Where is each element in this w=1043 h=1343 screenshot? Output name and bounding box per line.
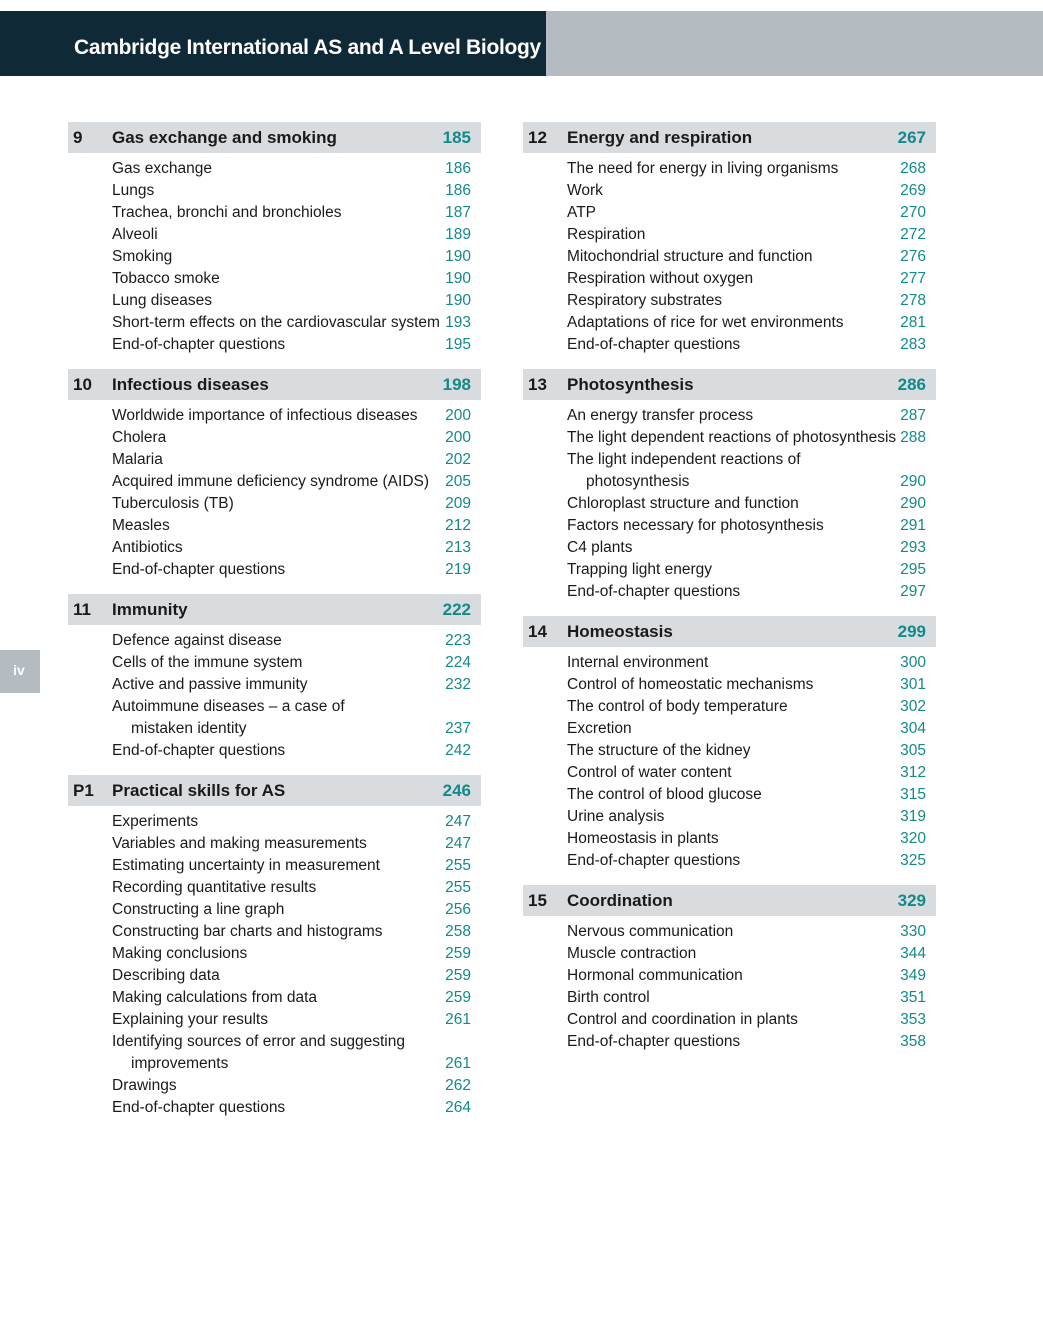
entry-title: Lungs — [112, 182, 155, 199]
toc-entry[interactable] — [523, 268, 936, 290]
toc-entry[interactable] — [523, 581, 936, 603]
chapter-number: 15 — [528, 891, 547, 910]
entry-page: 187 — [445, 204, 471, 221]
entry-title: Malaria — [112, 451, 163, 468]
toc-entry[interactable] — [523, 828, 936, 850]
entry-title: Hormonal communication — [567, 967, 743, 984]
entry-title: The control of body temperature — [567, 698, 788, 715]
entry-page: 305 — [900, 742, 926, 759]
toc-entry[interactable] — [68, 652, 481, 674]
entry-title: Drawings — [112, 1077, 177, 1094]
entry-page: 186 — [445, 182, 471, 199]
entry-title: End-of-chapter questions — [112, 561, 286, 578]
toc-entry[interactable] — [523, 537, 936, 559]
toc-entry[interactable] — [68, 268, 481, 290]
toc-entry[interactable] — [68, 630, 481, 652]
entry-title: Autoimmune diseases – a case of — [112, 698, 345, 715]
entry-title: Making conclusions — [112, 945, 248, 962]
chapter-page: 185 — [442, 128, 471, 147]
entry-page: 272 — [900, 226, 926, 243]
chapter-section — [68, 775, 481, 1119]
toc-entry[interactable] — [523, 559, 936, 581]
entry-title: Cells of the immune system — [112, 654, 303, 671]
toc-entry[interactable] — [68, 674, 481, 696]
toc-entry[interactable] — [68, 943, 481, 965]
entry-page: 212 — [445, 517, 471, 534]
toc-entry[interactable] — [68, 921, 481, 943]
entry-title: Control and coordination in plants — [567, 1011, 798, 1028]
entry-title: Homeostasis in plants — [567, 830, 719, 847]
toc-entry[interactable] — [523, 1031, 936, 1053]
entry-title: Making calculations from data — [112, 989, 318, 1006]
chapter-heading[interactable] — [523, 885, 936, 916]
entry-page: 190 — [445, 270, 471, 287]
book-title: Cambridge International AS and A Level Biology — [74, 36, 541, 59]
toc-entry[interactable] — [68, 493, 481, 515]
entry-title: ATP — [567, 204, 596, 221]
entry-page: 300 — [900, 654, 926, 671]
entry-title: Experiments — [112, 813, 199, 830]
entry-title: photosynthesis — [586, 473, 690, 490]
entry-page: 237 — [445, 720, 471, 737]
entry-title: Active and passive immunity — [112, 676, 308, 693]
entry-page: 264 — [445, 1099, 471, 1116]
chapter-number: 13 — [528, 375, 547, 394]
entry-page: 209 — [445, 495, 471, 512]
toc-entry[interactable] — [68, 405, 481, 427]
entry-page: 288 — [900, 429, 926, 446]
toc-entry[interactable] — [68, 1009, 481, 1031]
chapter-title: Homeostasis — [567, 622, 673, 641]
chapter-title: Coordination — [567, 891, 673, 910]
chapter-section — [68, 594, 481, 762]
toc-entry[interactable] — [68, 1053, 481, 1075]
toc-entry[interactable] — [68, 471, 481, 493]
entry-page: 270 — [900, 204, 926, 221]
entry-page: 295 — [900, 561, 926, 578]
chapter-page: 222 — [442, 600, 471, 619]
entry-title: Lung diseases — [112, 292, 212, 309]
chapter-title: Infectious diseases — [112, 375, 269, 394]
toc-entry[interactable] — [68, 515, 481, 537]
entry-title: Estimating uncertainty in measurement — [112, 857, 380, 874]
chapter-heading[interactable] — [523, 122, 936, 153]
entry-page: 344 — [900, 945, 926, 962]
page-number: iv — [13, 662, 25, 678]
toc-entry[interactable] — [523, 696, 936, 718]
chapter-heading[interactable] — [68, 122, 481, 153]
entry-page: 195 — [445, 336, 471, 353]
toc-entry[interactable] — [523, 806, 936, 828]
chapter-heading[interactable] — [68, 594, 481, 625]
entry-title: Factors necessary for photosynthesis — [567, 517, 824, 534]
entry-page: 330 — [900, 923, 926, 940]
toc-entry[interactable] — [68, 740, 481, 762]
chapter-title: Gas exchange and smoking — [112, 128, 337, 147]
entry-page: 189 — [445, 226, 471, 243]
entry-title: Constructing a line graph — [112, 901, 285, 918]
entry-title: The light dependent reactions of photosynthesis — [567, 429, 897, 446]
chapter-page: 246 — [442, 781, 471, 800]
entry-title: improvements — [131, 1055, 229, 1072]
chapter-section — [523, 616, 936, 872]
entry-title: Constructing bar charts and histograms — [112, 923, 383, 940]
chapter-title: Photosynthesis — [567, 375, 694, 394]
toc-entry[interactable] — [68, 334, 481, 356]
entry-title: Short-term effects on the cardiovascular system — [112, 314, 440, 331]
entry-title: mistaken identity — [131, 720, 247, 737]
chapter-page: 329 — [897, 891, 926, 910]
entry-title: Internal environment — [567, 654, 709, 671]
toc-entry[interactable] — [523, 850, 936, 872]
toc-entry[interactable] — [523, 312, 936, 334]
chapter-number: P1 — [73, 781, 94, 800]
entry-page: 301 — [900, 676, 926, 693]
chapter-number: 9 — [73, 128, 83, 147]
entry-page: 232 — [445, 676, 471, 693]
entry-page: 287 — [900, 407, 926, 424]
toc-entry[interactable] — [68, 290, 481, 312]
entry-title: Measles — [112, 517, 170, 534]
toc-entry[interactable] — [68, 1075, 481, 1097]
entry-page: 268 — [900, 160, 926, 177]
toc-entry[interactable] — [68, 718, 481, 740]
toc-entry[interactable] — [523, 652, 936, 674]
chapter-section — [523, 885, 936, 1053]
entry-page: 219 — [445, 561, 471, 578]
toc-left-column — [68, 122, 481, 1132]
toc-entry[interactable] — [523, 1009, 936, 1031]
chapter-title: Practical skills for AS — [112, 781, 286, 800]
entry-title: Adaptations of rice for wet environments — [567, 314, 844, 331]
toc-entry[interactable] — [523, 290, 936, 312]
entry-page: 259 — [445, 989, 471, 1006]
chapter-heading[interactable] — [523, 369, 936, 400]
entry-title: Antibiotics — [112, 539, 183, 556]
entry-title: The need for energy in living organisms — [567, 160, 839, 177]
toc-entry[interactable] — [68, 696, 481, 718]
entry-title: Control of homeostatic mechanisms — [567, 676, 814, 693]
toc-entry[interactable] — [68, 811, 481, 833]
chapter-number: 14 — [528, 622, 547, 641]
entry-page: 193 — [445, 314, 471, 331]
chapter-section — [68, 122, 481, 356]
entry-title: End-of-chapter questions — [567, 1033, 741, 1050]
entry-page: 358 — [900, 1033, 926, 1050]
toc-entry[interactable] — [68, 899, 481, 921]
entry-page: 224 — [445, 654, 471, 671]
entry-title: Defence against disease — [112, 632, 282, 649]
entry-title: An energy transfer process — [567, 407, 754, 424]
entry-page: 290 — [900, 473, 926, 490]
entry-title: Nervous communication — [567, 923, 734, 940]
chapter-title: Energy and respiration — [567, 128, 753, 147]
toc-entry[interactable] — [68, 965, 481, 987]
toc-right-column — [523, 122, 936, 1066]
toc-entry[interactable] — [523, 158, 936, 180]
toc-entry[interactable] — [523, 674, 936, 696]
entry-title: End-of-chapter questions — [567, 852, 741, 869]
entry-title: Muscle contraction — [567, 945, 697, 962]
toc-entry[interactable] — [523, 202, 936, 224]
entry-page: 315 — [900, 786, 926, 803]
toc-entry[interactable] — [68, 202, 481, 224]
chapter-section — [523, 122, 936, 356]
chapter-number: 11 — [73, 600, 91, 619]
chapter-number: 12 — [528, 128, 547, 147]
toc-entry[interactable] — [523, 493, 936, 515]
entry-title: Mitochondrial structure and function — [567, 248, 813, 265]
entry-title: Respiration without oxygen — [567, 270, 754, 287]
entry-page: 190 — [445, 292, 471, 309]
toc-entry[interactable] — [523, 427, 936, 449]
entry-title: Alveoli — [112, 226, 158, 243]
entry-title: The light independent reactions of — [567, 451, 801, 468]
entry-title: Birth control — [567, 989, 650, 1006]
entry-title: End-of-chapter questions — [112, 1099, 286, 1116]
entry-title: The control of blood glucose — [567, 786, 762, 803]
toc-entry[interactable] — [523, 943, 936, 965]
entry-page: 190 — [445, 248, 471, 265]
entry-title: Excretion — [567, 720, 632, 737]
entry-page: 291 — [900, 517, 926, 534]
toc-entry[interactable] — [68, 1031, 481, 1053]
entry-page: 325 — [900, 852, 926, 869]
entry-title: Recording quantitative results — [112, 879, 317, 896]
entry-page: 200 — [445, 429, 471, 446]
toc-entry[interactable] — [523, 784, 936, 806]
toc-entry[interactable] — [68, 537, 481, 559]
toc-entry[interactable] — [68, 449, 481, 471]
entry-title: Respiratory substrates — [567, 292, 723, 309]
entry-page: 320 — [900, 830, 926, 847]
toc-entry[interactable] — [523, 224, 936, 246]
entry-page: 259 — [445, 967, 471, 984]
entry-page: 283 — [900, 336, 926, 353]
toc-entry[interactable] — [523, 246, 936, 268]
chapter-section — [523, 369, 936, 603]
entry-title: Tuberculosis (TB) — [112, 495, 234, 512]
entry-title: End-of-chapter questions — [567, 583, 741, 600]
entry-title: Variables and making measurements — [112, 835, 367, 852]
entry-page: 205 — [445, 473, 471, 490]
toc-entry[interactable] — [523, 449, 936, 471]
entry-page: 261 — [445, 1011, 471, 1028]
entry-title: End-of-chapter questions — [567, 336, 741, 353]
chapter-page: 198 — [442, 375, 471, 394]
entry-title: Control of water content — [567, 764, 732, 781]
entry-title: Describing data — [112, 967, 220, 984]
chapter-page: 299 — [897, 622, 926, 641]
toc-entry[interactable] — [523, 740, 936, 762]
entry-page: 269 — [900, 182, 926, 199]
toc-entry[interactable] — [68, 158, 481, 180]
entry-title: Worldwide importance of infectious diseases — [112, 407, 418, 424]
chapter-number: 10 — [73, 375, 92, 394]
entry-page: 186 — [445, 160, 471, 177]
toc-entry[interactable] — [68, 312, 481, 334]
entry-page: 262 — [445, 1077, 471, 1094]
toc-entry[interactable] — [68, 246, 481, 268]
toc-entry[interactable] — [68, 855, 481, 877]
entry-page: 247 — [445, 813, 471, 830]
entry-page: 302 — [900, 698, 926, 715]
chapter-page: 286 — [897, 375, 926, 394]
entry-page: 261 — [445, 1055, 471, 1072]
entry-page: 202 — [445, 451, 471, 468]
toc-entry[interactable] — [523, 515, 936, 537]
entry-title: Work — [567, 182, 603, 199]
toc-entry[interactable] — [68, 1097, 481, 1119]
header-banner-extension — [546, 11, 1043, 76]
chapter-heading[interactable] — [68, 369, 481, 400]
toc-entry[interactable] — [68, 987, 481, 1009]
entry-title: Trachea, bronchi and bronchioles — [112, 204, 342, 221]
toc-entry[interactable] — [523, 718, 936, 740]
toc-entry[interactable] — [68, 877, 481, 899]
entry-page: 255 — [445, 857, 471, 874]
toc-entry[interactable] — [523, 965, 936, 987]
toc-entry[interactable] — [523, 762, 936, 784]
entry-page: 349 — [900, 967, 926, 984]
entry-page: 277 — [900, 270, 926, 287]
entry-page: 351 — [900, 989, 926, 1006]
entry-title: Cholera — [112, 429, 167, 446]
entry-page: 290 — [900, 495, 926, 512]
entry-title: Smoking — [112, 248, 173, 265]
entry-page: 242 — [445, 742, 471, 759]
entry-title: Chloroplast structure and function — [567, 495, 799, 512]
entry-title: The structure of the kidney — [567, 742, 751, 759]
entry-page: 276 — [900, 248, 926, 265]
entry-page: 278 — [900, 292, 926, 309]
toc-entry[interactable] — [523, 921, 936, 943]
toc-entry[interactable] — [523, 180, 936, 202]
entry-page: 258 — [445, 923, 471, 940]
entry-title: Acquired immune deficiency syndrome (AIDS) — [112, 473, 430, 490]
chapter-heading[interactable] — [68, 775, 481, 806]
chapter-title: Immunity — [112, 600, 188, 619]
chapter-page: 267 — [897, 128, 926, 147]
entry-title: Respiration — [567, 226, 646, 243]
entry-page: 256 — [445, 901, 471, 918]
toc-entry[interactable] — [68, 180, 481, 202]
entry-title: Trapping light energy — [567, 561, 713, 578]
entry-page: 304 — [900, 720, 926, 737]
entry-title: Explaining your results — [112, 1011, 268, 1028]
entry-title: Tobacco smoke — [112, 270, 220, 287]
entry-page: 223 — [445, 632, 471, 649]
entry-page: 213 — [445, 539, 471, 556]
toc-entry[interactable] — [68, 427, 481, 449]
entry-page: 319 — [900, 808, 926, 825]
chapter-section — [68, 369, 481, 581]
toc-entry[interactable] — [523, 334, 936, 356]
toc-entry[interactable] — [523, 987, 936, 1009]
entry-title: End-of-chapter questions — [112, 336, 286, 353]
entry-page: 312 — [900, 764, 926, 781]
entry-page: 247 — [445, 835, 471, 852]
toc-entry[interactable] — [68, 559, 481, 581]
entry-page: 259 — [445, 945, 471, 962]
entry-title: End-of-chapter questions — [112, 742, 286, 759]
entry-title: Urine analysis — [567, 808, 665, 825]
toc-entry[interactable] — [523, 405, 936, 427]
entry-page: 353 — [900, 1011, 926, 1028]
entry-title: Identifying sources of error and suggesting — [112, 1033, 405, 1050]
entry-page: 293 — [900, 539, 926, 556]
entry-title: Gas exchange — [112, 160, 212, 177]
toc-entry[interactable] — [68, 224, 481, 246]
chapter-heading[interactable] — [523, 616, 936, 647]
entry-page: 255 — [445, 879, 471, 896]
entry-page: 297 — [900, 583, 926, 600]
entry-page: 200 — [445, 407, 471, 424]
entry-page: 281 — [900, 314, 926, 331]
toc-entry[interactable] — [68, 833, 481, 855]
toc-entry[interactable] — [523, 471, 936, 493]
entry-title: C4 plants — [567, 539, 633, 556]
